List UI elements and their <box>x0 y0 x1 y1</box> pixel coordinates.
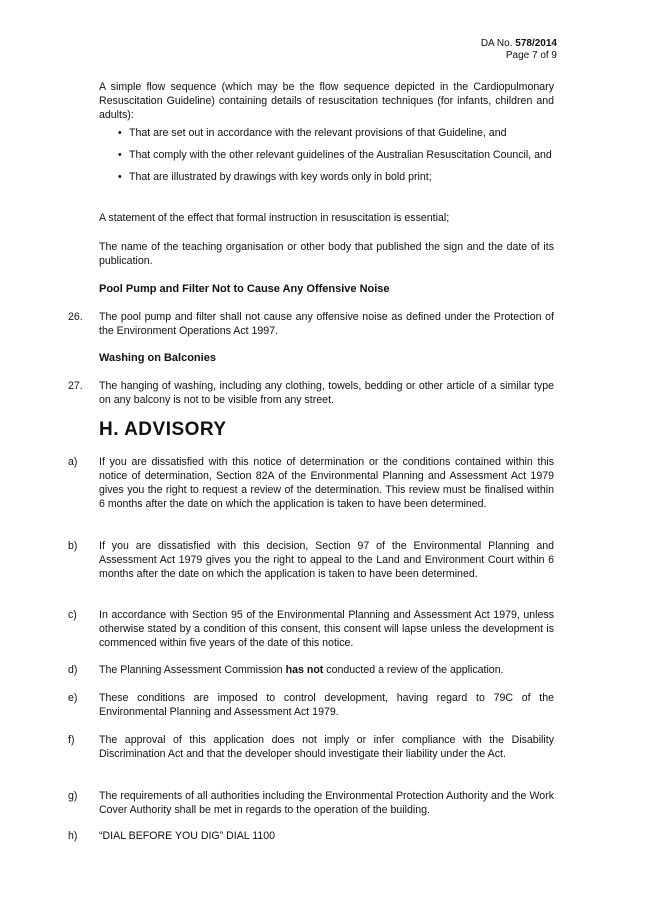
advisory-text: The requirements of all authorities including the Environmental Protection Authority and the Work Cover Authority shall be met in regards to the operation of the building. <box>99 790 554 816</box>
bullet-dot-icon: • <box>118 149 122 161</box>
advisory-item-g <box>68 789 554 817</box>
intro-paragraph-teaching-organisation: The name of the teaching organisation or other body that published the sign and the date of its publication. <box>99 241 554 267</box>
advisory-item-e <box>68 691 554 719</box>
condition-item-27 <box>68 379 554 407</box>
advisory-item-b <box>68 539 554 581</box>
bullet-dot-icon: • <box>118 127 122 139</box>
advisory-label: g) <box>68 790 78 802</box>
bullet-dot-icon: • <box>118 171 122 183</box>
da-label: DA No. <box>480 38 516 49</box>
condition-heading-pool-pump: Pool Pump and Filter Not to Cause Any Offensive Noise <box>99 283 390 295</box>
intro-paragraph-flow-sequence: A simple flow sequence (which may be the flow sequence depicted in the Cardiopulmonary Resuscitation Guideline) containing details of resuscitation techniques (for infants, children and adults): <box>99 81 554 121</box>
advisory-item-a <box>68 455 554 511</box>
bullet-item: • That comply with the other relevant guidelines of the Australian Resuscitation Council, and <box>118 149 552 161</box>
advisory-label: c) <box>68 609 77 621</box>
advisory-text: If you are dissatisfied with this decision, Section 97 of the Environmental Planning and Assessment Act 1979 gives you the right to appeal to the Land and Environment Court within 6 months after the date on which the application is taken to have been determined. <box>99 540 554 580</box>
intro-paragraph-statement: A statement of the effect that formal instruction in resuscitation is essential; <box>99 212 450 224</box>
bullet-item: • That are set out in accordance with the relevant provisions of that Guideline, and <box>118 127 507 139</box>
advisory-text: “DIAL BEFORE YOU DIG” DIAL 1100 <box>99 830 276 842</box>
advisory-text: In accordance with Section 95 of the Environmental Planning and Assessment Act 1979, unless otherwise stated by a condition of this consent, this consent will lapse unless the development is commenced within five years of the date of this notice. <box>99 609 554 649</box>
condition-item-26 <box>68 310 554 338</box>
advisory-section-heading: H. ADVISORY <box>99 419 227 440</box>
da-number: 578/2014 <box>515 38 557 49</box>
condition-text: The pool pump and filter shall not cause any offensive noise as defined under the Protection of the Environment Operations Act 1997. <box>99 311 554 337</box>
page-header <box>481 38 557 62</box>
emphasis-has-not: has not <box>285 664 324 676</box>
advisory-text: The approval of this application does not imply or infer compliance with the Disability Discrimination Act and that the developer should investigate their liability under the Act. <box>99 734 554 760</box>
advisory-label: e) <box>68 692 78 704</box>
advisory-label: b) <box>68 540 78 552</box>
advisory-label: h) <box>68 830 78 842</box>
advisory-item-d <box>68 663 554 677</box>
advisory-item-h <box>68 829 554 843</box>
advisory-label: d) <box>68 664 78 676</box>
advisory-item-f <box>68 733 554 761</box>
advisory-label: f) <box>68 734 75 746</box>
advisory-text: These conditions are imposed to control development, having regard to 79C of the Environmental Planning and Assessment Act 1979. <box>99 692 554 718</box>
advisory-label: a) <box>68 456 78 468</box>
intro-bullet-list <box>118 126 554 184</box>
bullet-item: • That are illustrated by drawings with key words only in bold print; <box>118 171 432 183</box>
condition-text: The hanging of washing, including any clothing, towels, bedding or other article of a similar type on any balcony is not to be visible from any street. <box>99 380 554 406</box>
page-number: Page 7 of 9 <box>505 50 557 61</box>
condition-heading-washing: Washing on Balconies <box>99 352 216 364</box>
advisory-text: The Planning Assessment Commission has not conducted a review of the application. <box>99 664 504 676</box>
advisory-text: If you are dissatisfied with this notice of determination or the conditions contained within this notice of determination, Section 82A of the Environmental Planning and Assessment Act 1979 gives you the right to request a review of the determination. This review must be finalised within 6 months after the date on which the application is taken to have been determined. <box>99 456 554 510</box>
condition-number: 26. <box>68 311 83 323</box>
advisory-item-c <box>68 608 554 650</box>
condition-number: 27. <box>68 380 83 392</box>
